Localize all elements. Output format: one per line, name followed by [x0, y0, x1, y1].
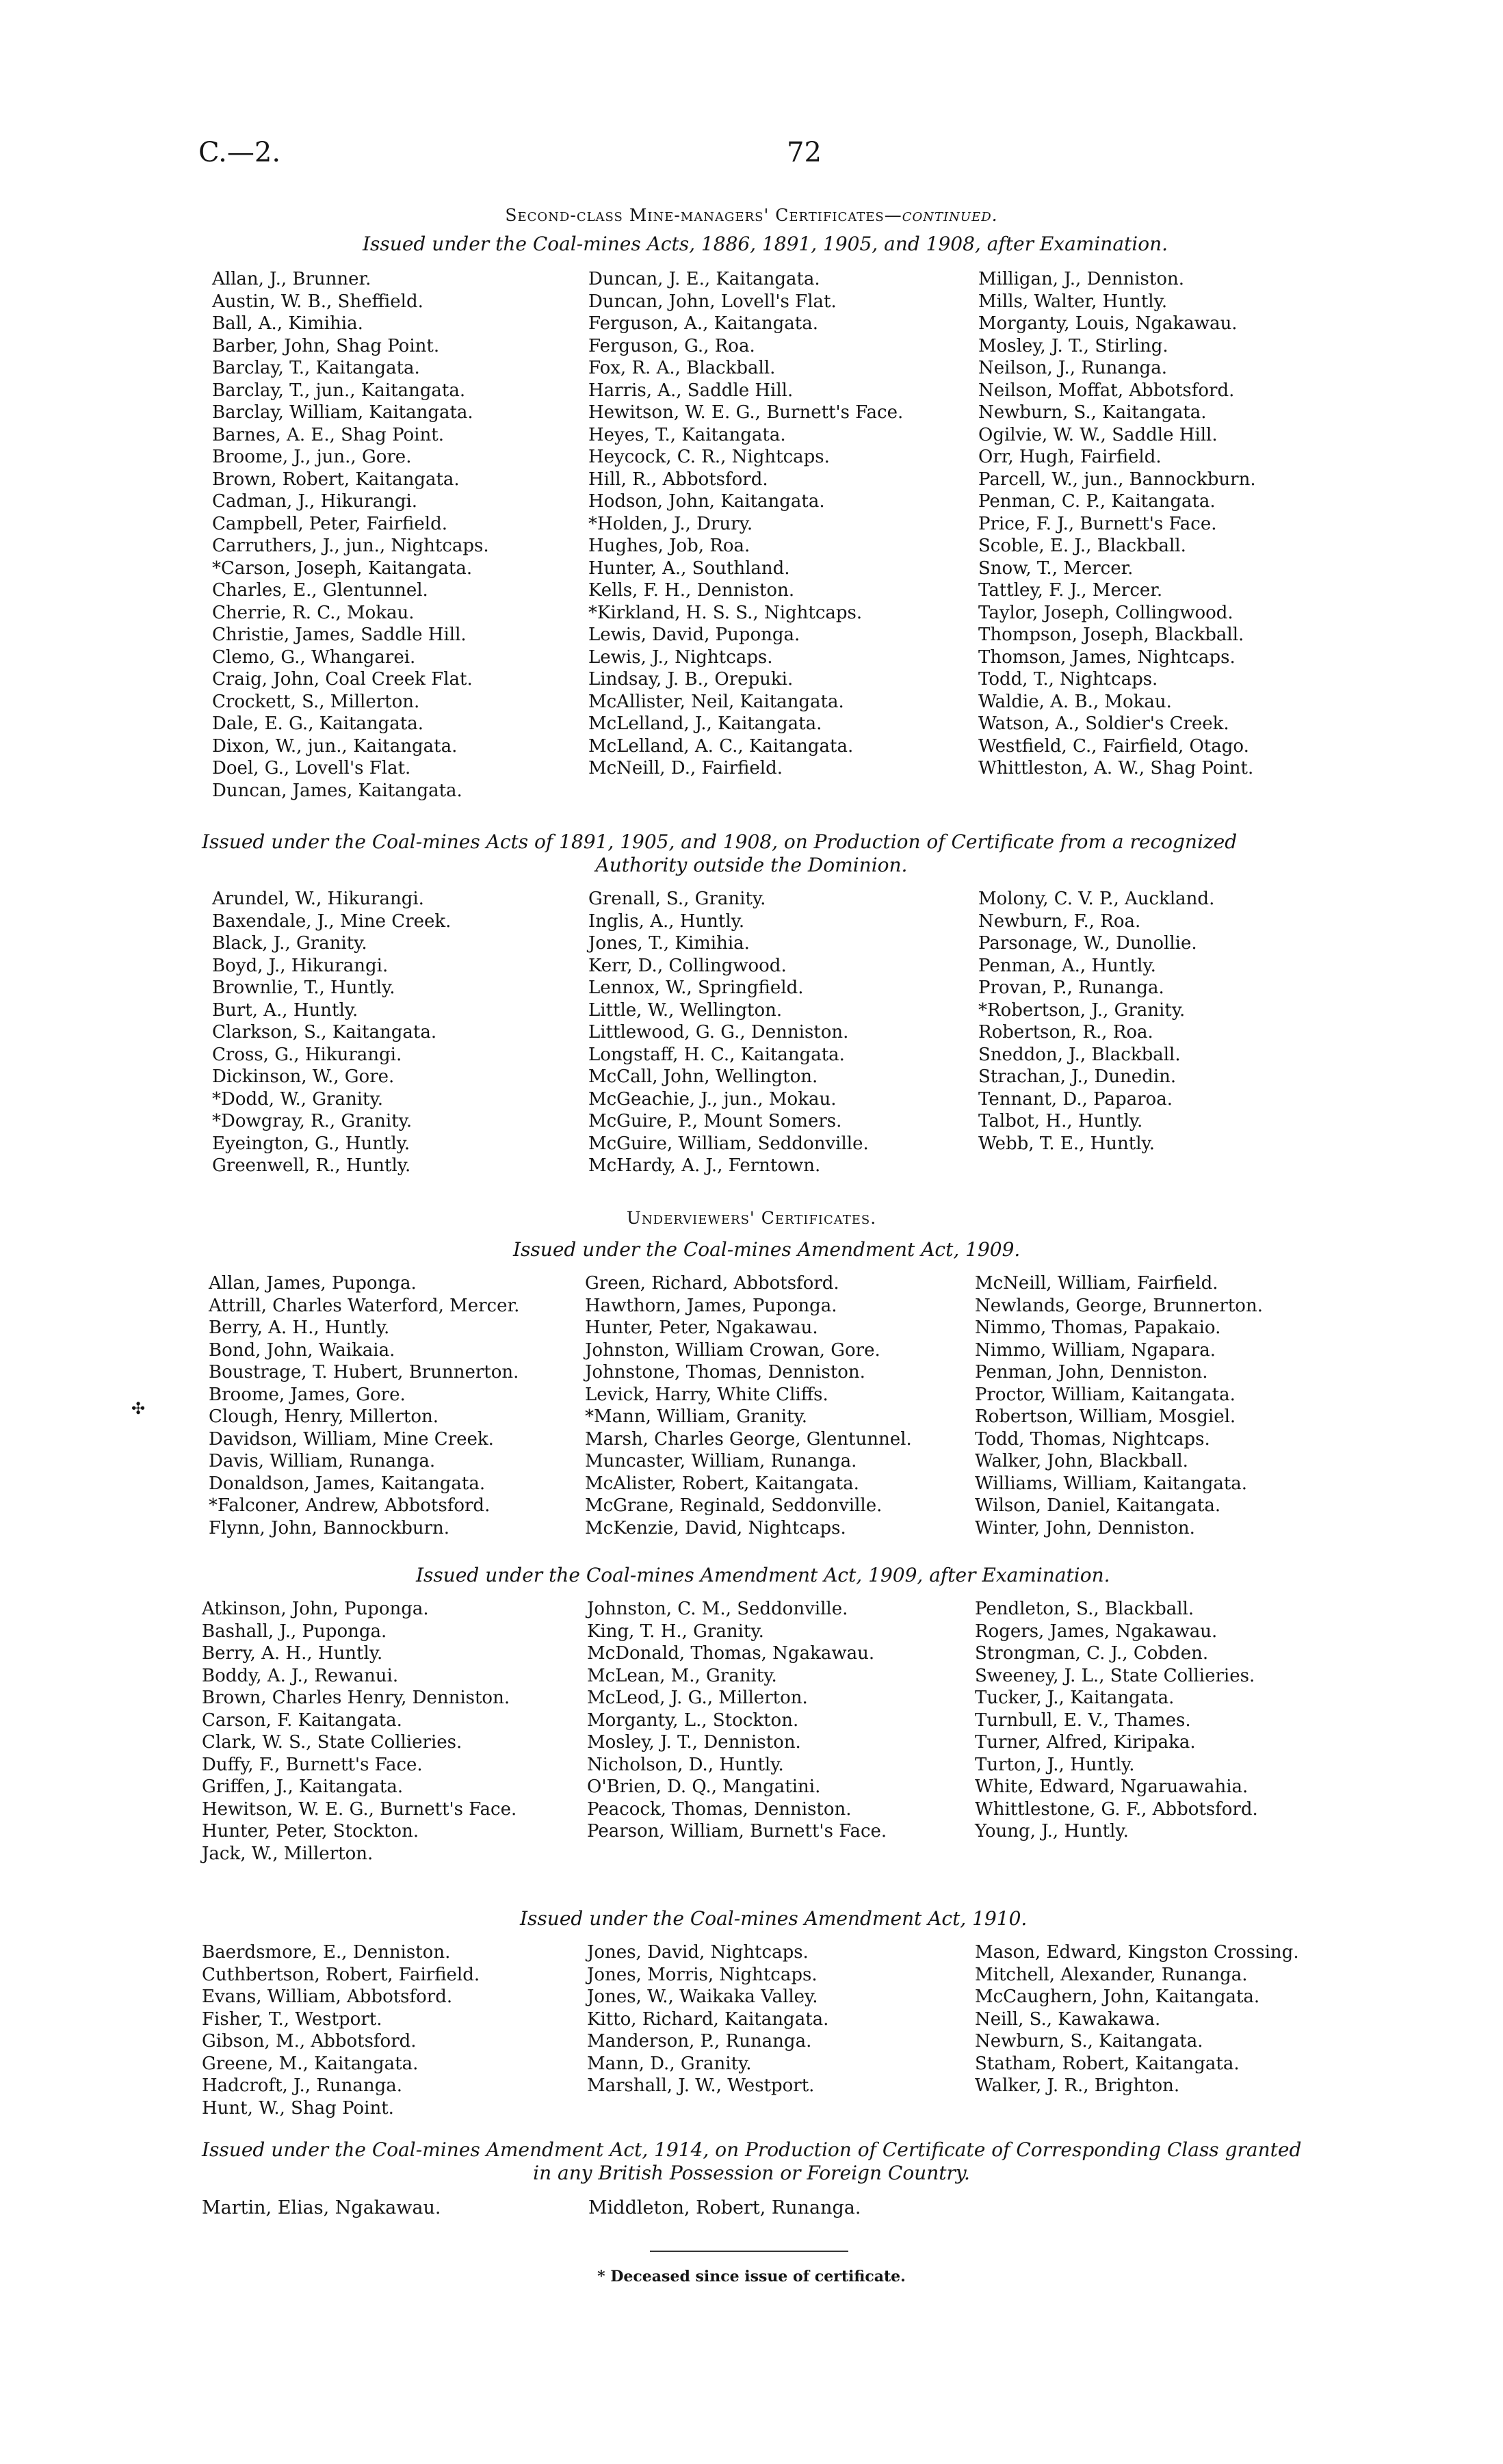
list-item: Barclay, William, Kaitangata. — [212, 402, 473, 423]
list-item: Barnes, A. E., Shag Point. — [212, 424, 444, 445]
list-item: Statham, Robert, Kaitangata. — [975, 2053, 1240, 2074]
list-item: Parcell, W., jun., Bannockburn. — [978, 469, 1256, 490]
list-item: McGuire, P., Mount Somers. — [588, 1111, 842, 1131]
list-item: Talbot, H., Huntly. — [978, 1111, 1143, 1131]
list-item: Bashall, J., Puponga. — [202, 1621, 387, 1642]
list-item: Neilson, J., Runanga. — [978, 358, 1167, 378]
list-column-1 — [212, 888, 451, 1177]
list-item: *Dodd, W., Granity. — [212, 1088, 383, 1110]
list-item: Green, Richard, Abbotsford. — [585, 1273, 839, 1294]
list-item: Boustrage, T. Hubert, Brunnerton. — [209, 1362, 519, 1382]
list-item: Donaldson, James, Kaitangata. — [209, 1473, 486, 1494]
list-item: Hunt, W., Shag Point. — [202, 2097, 394, 2119]
list-item: Strachan, J., Dunedin. — [978, 1066, 1177, 1087]
list-item: Provan, P., Runanga. — [978, 978, 1164, 998]
list-item: Hughes, Job, Roa. — [588, 536, 750, 556]
list-item: Dale, E. G., Kaitangata. — [212, 713, 424, 734]
list-item: Davidson, William, Mine Creek. — [209, 1428, 494, 1450]
list-item: Barclay, T., jun., Kaitangata. — [212, 380, 466, 401]
list-item: *Dowgray, R., Granity. — [212, 1111, 413, 1131]
list-column-2 — [587, 1941, 828, 2097]
list-item: Boyd, J., Hikurangi. — [212, 955, 389, 976]
list-item: *Holden, J., Drury. — [588, 513, 753, 534]
list-item: Davis, William, Runanga. — [209, 1451, 436, 1471]
list-item: McAllister, Neil, Kaitangata. — [588, 691, 844, 712]
list-item: *Kirkland, H. S. S., Nightcaps. — [588, 602, 863, 623]
list-item: Longstaff, H. C., Kaitangata. — [588, 1044, 845, 1065]
list-item: Berry, A. H., Huntly. — [209, 1318, 390, 1338]
list-item: Mason, Edward, Kingston Crossing. — [975, 1942, 1299, 1963]
list-item: Duffy, F., Burnett's Face. — [202, 1754, 423, 1775]
list-item: *Carson, Joseph, Kaitangata. — [212, 558, 473, 579]
list-item: Newlands, George, Brunnerton. — [975, 1295, 1263, 1316]
list-item: Price, F. J., Burnett's Face. — [978, 513, 1217, 534]
list-item: Johnston, C. M., Seddonville. — [587, 1599, 848, 1619]
section-subtitle-line2: in any British Possession or Foreign Country. — [533, 2162, 970, 2184]
list-item: Cuthbertson, Robert, Fairfield. — [202, 1964, 480, 1985]
section-title-mine-managers — [0, 205, 1503, 225]
section-subtitle: Issued under the Coal-mines Amendment Act, 1909. — [513, 1238, 1021, 1261]
list-item: Walker, John, Blackball. — [975, 1451, 1188, 1471]
list-item: McLean, M., Granity. — [587, 1665, 777, 1686]
list-item: Jones, Morris, Nightcaps. — [587, 1964, 818, 1985]
list-item: *Robertson, J., Granity. — [978, 999, 1186, 1021]
list-item: Whittleston, A. W., Shag Point. — [978, 758, 1254, 778]
list-item: Robertson, R., Roa. — [978, 1022, 1153, 1043]
list-item: Neill, S., Kawakawa. — [975, 2008, 1161, 2030]
list-item: Turner, Alfred, Kiripaka. — [975, 1732, 1196, 1753]
list-item: Nimmo, Thomas, Papakaio. — [975, 1318, 1221, 1338]
list-item: Lewis, David, Puponga. — [588, 625, 800, 645]
list-item: Duncan, John, Lovell's Flat. — [588, 291, 837, 312]
list-item: Grenall, S., Granity. — [588, 889, 766, 909]
list-item: Neilson, Moffat, Abbotsford. — [978, 380, 1235, 401]
list-item: Marsh, Charles George, Glentunnel. — [585, 1428, 912, 1450]
list-item: Mann, D., Granity. — [587, 2053, 752, 2074]
list-column-3 — [978, 888, 1214, 1155]
list-item: Penman, C. P., Kaitangata. — [978, 491, 1216, 512]
list-item: Kells, F. H., Denniston. — [588, 580, 795, 601]
list-item: Waldie, A. B., Mokau. — [978, 691, 1172, 712]
list-item: Fisher, T., Westport. — [202, 2008, 382, 2030]
list-item: Nimmo, William, Ngapara. — [975, 1339, 1216, 1361]
list-item: Thomson, James, Nightcaps. — [978, 646, 1236, 668]
divider — [650, 2251, 848, 2252]
section-subtitle: Issued under the Coal-mines Amendment Act, 1909, after Examination. — [416, 1564, 1110, 1586]
list-item: Milligan, J., Denniston. — [978, 269, 1184, 289]
list-item: Doel, G., Lovell's Flat. — [212, 758, 411, 778]
list-column-1 — [202, 1941, 480, 2119]
list-item: Griffen, J., Kaitangata. — [202, 1777, 404, 1797]
list-item: Wilson, Daniel, Kaitangata. — [975, 1495, 1221, 1516]
list-item: Boddy, A. J., Rewanui. — [202, 1665, 399, 1686]
section-title-text: Second-class Mine-managers' Certificates— — [505, 205, 902, 225]
list-item: Newburn, F., Roa. — [978, 910, 1141, 932]
list-item: Middleton, Robert, Runanga. — [588, 2197, 861, 2218]
list-item: Heycock, C. R., Nightcaps. — [588, 447, 830, 467]
list-item: Hunter, Peter, Stockton. — [202, 1821, 419, 1842]
list-item: Cherrie, R. C., Mokau. — [212, 602, 415, 623]
list-item: Charles, E., Glentunnel. — [212, 580, 428, 601]
list-item: *Falconer, Andrew, Abbotsford. — [209, 1495, 491, 1516]
list-item: Attrill, Charles Waterford, Mercer. — [209, 1295, 520, 1316]
list-item: Hill, R., Abbotsford. — [588, 469, 768, 490]
list-item: McKenzie, David, Nightcaps. — [585, 1517, 846, 1538]
list-item: McNeill, D., Fairfield. — [588, 758, 783, 778]
list-item: Hodson, John, Kaitangata. — [588, 491, 825, 512]
list-item: Winter, John, Denniston. — [975, 1517, 1195, 1538]
list-column-1 — [202, 1598, 517, 1865]
list-item: Brown, Robert, Kaitangata. — [212, 469, 460, 490]
list-item: Duncan, James, Kaitangata. — [212, 780, 462, 801]
list-column-1 — [209, 1272, 519, 1539]
list-item: Todd, T., Nightcaps. — [978, 669, 1158, 690]
list-item: Scoble, E. J., Blackball. — [978, 536, 1186, 556]
list-item: Muncaster, William, Runanga. — [585, 1451, 857, 1471]
list-item: Westfield, C., Fairfield, Otago. — [978, 735, 1249, 757]
list-item: Proctor, William, Kaitangata. — [975, 1384, 1236, 1405]
list-item: McHardy, A. J., Ferntown. — [588, 1155, 821, 1176]
list-item: Atkinson, John, Puponga. — [202, 1599, 429, 1619]
list-item: Ferguson, A., Kaitangata. — [588, 313, 818, 334]
list-item: Brownlie, T., Huntly. — [212, 978, 395, 998]
list-item: Turton, J., Huntly. — [975, 1754, 1135, 1775]
list-item: Parsonage, W., Dunollie. — [978, 933, 1197, 954]
list-item: Sneddon, J., Blackball. — [978, 1044, 1181, 1065]
list-item: Lindsay, J. B., Orepuki. — [588, 669, 794, 690]
list-item: Littlewood, G. G., Denniston. — [588, 1022, 849, 1043]
list-item: Walker, J. R., Brighton. — [975, 2075, 1180, 2096]
section-subtitle: Issued under the Coal-mines Amendment Act, 1910. — [520, 1907, 1028, 1930]
list-item: McGeachie, J., jun., Mokau. — [588, 1088, 837, 1110]
list-item: Orr, Hugh, Fairfield. — [978, 447, 1162, 467]
list-item: Gibson, M., Abbotsford. — [202, 2031, 417, 2052]
list-item: Crockett, S., Millerton. — [212, 691, 420, 712]
list-item: Craig, John, Coal Creek Flat. — [212, 669, 473, 690]
list-item: Penman, A., Huntly. — [978, 955, 1156, 976]
list-item: Newburn, S., Kaitangata. — [975, 2031, 1203, 2052]
list-item: Broome, J., jun., Gore. — [212, 447, 412, 467]
list-item: Burt, A., Huntly. — [212, 999, 358, 1021]
list-item: Strongman, C. J., Cobden. — [975, 1643, 1209, 1664]
list-item: Evans, William, Abbotsford. — [202, 1987, 453, 2007]
list-item: Rogers, James, Ngakawau. — [975, 1621, 1218, 1642]
list-item: Pearson, William, Burnett's Face. — [587, 1821, 887, 1842]
list-item: Hewitson, W. E. G., Burnett's Face. — [202, 1798, 517, 1820]
section-subtitle: Issued under the Coal-mines Acts, 1886, 1891, 1905, and 1908, after Examination. — [363, 233, 1168, 255]
list-item: Clarkson, S., Kaitangata. — [212, 1022, 437, 1043]
list-item: Thompson, Joseph, Blackball. — [978, 625, 1244, 645]
list-item: McAlister, Robert, Kaitangata. — [585, 1473, 859, 1494]
list-item: McLeod, J. G., Millerton. — [587, 1688, 808, 1708]
list-item: Jones, W., Waikaka Valley. — [587, 1987, 818, 2007]
list-item: Jack, W., Millerton. — [202, 1843, 374, 1864]
section-subtitle: Issued under the Coal-mines Acts of 1891, 1905, and 1908, on Production of Certificate from a recognized — [202, 830, 1238, 853]
list-item: Tennant, D., Paparoa. — [978, 1088, 1173, 1110]
list-item: Taylor, Joseph, Collingwood. — [978, 602, 1233, 623]
list-item: McGrane, Reginald, Seddonville. — [585, 1495, 883, 1516]
list-item: Hewitson, W. E. G., Burnett's Face. — [588, 402, 904, 423]
list-item: Tattley, F. J., Mercer. — [978, 580, 1163, 601]
list-item: Austin, W. B., Sheffield. — [212, 291, 423, 312]
list-item: Newburn, S., Kaitangata. — [978, 402, 1207, 423]
list-item: Arundel, W., Hikurangi. — [212, 889, 424, 909]
list-item: Jones, David, Nightcaps. — [587, 1942, 809, 1963]
list-item: Watson, A., Soldier's Creek. — [978, 713, 1229, 734]
list-item: Mosley, J. T., Stirling. — [978, 335, 1168, 356]
list-item: Cross, G., Hikurangi. — [212, 1044, 402, 1065]
list-item: Levick, Harry, White Cliffs. — [585, 1384, 828, 1405]
list-item: Harris, A., Saddle Hill. — [588, 380, 794, 401]
list-item: Dixon, W., jun., Kaitangata. — [212, 735, 458, 757]
list-item: Lennox, W., Springfield. — [588, 978, 804, 998]
list-item: Johnston, William Crowan, Gore. — [585, 1339, 880, 1361]
list-item: Hawthorn, James, Puponga. — [585, 1295, 837, 1316]
list-item: Duncan, J. E., Kaitangata. — [588, 269, 820, 289]
list-item: Carson, F. Kaitangata. — [202, 1709, 402, 1731]
list-item: Hunter, A., Southland. — [588, 558, 790, 579]
list-column-1 — [212, 268, 489, 802]
list-column-3 — [975, 1598, 1258, 1843]
list-column-2 — [587, 1598, 887, 1843]
list-item: Jones, T., Kimihia. — [588, 933, 750, 954]
section-subtitle: Issued under the Coal-mines Amendment Act, 1914, on Production of Certificate of Corresponding Class granted — [202, 2138, 1302, 2161]
list-item: Marshall, J. W., Westport. — [587, 2075, 815, 2096]
list-item: Ball, A., Kimihia. — [212, 313, 363, 334]
list-item: Morganty, L., Stockton. — [587, 1709, 799, 1731]
list-column-3 — [975, 1272, 1263, 1539]
list-column-2 — [585, 1272, 912, 1539]
list-item: Broome, James, Gore. — [209, 1384, 406, 1405]
list-item: Cadman, J., Hikurangi. — [212, 491, 418, 512]
list-item: Whittlestone, G. F., Abbotsford. — [975, 1798, 1258, 1820]
footnote: * Deceased since issue of certificate. — [597, 2268, 906, 2285]
list-item: Baerdsmore, E., Denniston. — [202, 1942, 451, 1963]
list-item: Allan, James, Puponga. — [209, 1273, 417, 1294]
list-item: McCall, John, Wellington. — [588, 1066, 818, 1087]
list-item: Robertson, William, Mosgiel. — [975, 1406, 1236, 1427]
list-item: Snow, T., Mercer. — [978, 558, 1134, 579]
list-item: Webb, T. E., Huntly. — [978, 1133, 1155, 1154]
list-item: Lewis, J., Nightcaps. — [588, 646, 773, 668]
list-item: Todd, Thomas, Nightcaps. — [975, 1428, 1210, 1450]
list-column-3 — [975, 1941, 1299, 2097]
list-item: McNeill, William, Fairfield. — [975, 1273, 1218, 1294]
list-item: Williams, William, Kaitangata. — [975, 1473, 1248, 1494]
list-item: Christie, James, Saddle Hill. — [212, 625, 467, 645]
list-item: McLelland, A. C., Kaitangata. — [588, 735, 854, 757]
list-item: Flynn, John, Bannockburn. — [209, 1517, 450, 1538]
list-item: Berry, A. H., Huntly. — [202, 1643, 383, 1664]
list-item: Clark, W. S., State Collieries. — [202, 1732, 462, 1753]
list-item: Kerr, D., Collingwood. — [588, 955, 787, 976]
list-item: Little, W., Wellington. — [588, 999, 783, 1021]
section-subtitle-line2: Authority outside the Dominion. — [595, 854, 908, 876]
list-item: Ferguson, G., Roa. — [588, 335, 755, 356]
section-title-continued: continued. — [902, 205, 998, 225]
list-column-3 — [978, 268, 1256, 780]
list-item: Dickinson, W., Gore. — [212, 1066, 395, 1087]
list-item: Mills, Walter, Huntly. — [978, 291, 1168, 312]
list-item: Sweeney, J. L., State Collieries. — [975, 1665, 1255, 1686]
list-item: Hadcroft, J., Runanga. — [202, 2075, 402, 2096]
list-item: Peacock, Thomas, Denniston. — [587, 1798, 852, 1820]
list-item: Greene, M., Kaitangata. — [202, 2053, 419, 2074]
list-item: Fox, R. A., Blackball. — [588, 358, 776, 378]
list-item: Turnbull, E. V., Thames. — [975, 1709, 1191, 1731]
list-item: O'Brien, D. Q., Mangatini. — [587, 1777, 821, 1797]
list-item: McLelland, J., Kaitangata. — [588, 713, 822, 734]
list-item: Barclay, T., Kaitangata. — [212, 358, 420, 378]
list-item: Clemo, G., Whangarei. — [212, 646, 416, 668]
list-item: Black, J., Granity. — [212, 933, 367, 954]
list-item: Tucker, J., Kaitangata. — [975, 1688, 1175, 1708]
section-title-underviewers: Underviewers' Certificates. — [626, 1208, 877, 1228]
list-item: McDonald, Thomas, Ngakawau. — [587, 1643, 875, 1664]
list-item: Inglis, A., Huntly. — [588, 910, 745, 932]
list-item: Greenwell, R., Huntly. — [212, 1155, 411, 1176]
list-item: Campbell, Peter, Fairfield. — [212, 513, 448, 534]
list-item: Heyes, T., Kaitangata. — [588, 424, 786, 445]
list-item: Mosley, J. T., Denniston. — [587, 1732, 801, 1753]
list-item: Kitto, Richard, Kaitangata. — [587, 2008, 829, 2030]
list-item: Allan, J., Brunner. — [212, 269, 371, 289]
list-item: King, T. H., Granity. — [587, 1621, 764, 1642]
list-item: Clough, Henry, Millerton. — [209, 1406, 439, 1427]
list-column-2 — [588, 268, 903, 780]
list-item: Bond, John, Waikaia. — [209, 1339, 395, 1361]
list-item: Brown, Charles Henry, Denniston. — [202, 1688, 510, 1708]
report-code: C.—2. — [198, 137, 281, 168]
list-item: McGuire, William, Seddonville. — [588, 1133, 869, 1154]
list-item: White, Edward, Ngaruawahia. — [975, 1777, 1249, 1797]
list-item: Mitchell, Alexander, Runanga. — [975, 1964, 1248, 1985]
page-number: 72 — [787, 137, 822, 168]
list-item: Eyeington, G., Huntly. — [212, 1133, 410, 1154]
list-item: Carruthers, J., jun., Nightcaps. — [212, 536, 489, 556]
list-item: *Mann, William, Granity. — [585, 1406, 808, 1427]
list-item: Penman, John, Denniston. — [975, 1362, 1208, 1382]
list-item: Martin, Elias, Ngakawau. — [202, 2197, 441, 2218]
list-column-2 — [588, 888, 869, 1177]
list-item: Molony, C. V. P., Auckland. — [978, 889, 1215, 909]
list-item: Pendleton, S., Blackball. — [975, 1599, 1194, 1619]
list-item: McCaughern, John, Kaitangata. — [975, 1987, 1260, 2007]
list-item: Young, J., Huntly. — [975, 1821, 1129, 1842]
list-item: Barber, John, Shag Point. — [212, 335, 440, 356]
list-item: Ogilvie, W. W., Saddle Hill. — [978, 424, 1218, 445]
list-item: Nicholson, D., Huntly. — [587, 1754, 784, 1775]
list-item: Johnstone, Thomas, Denniston. — [585, 1362, 865, 1382]
list-item: Baxendale, J., Mine Creek. — [212, 910, 452, 932]
list-item: Manderson, P., Runanga. — [587, 2031, 812, 2052]
list-item: Hunter, Peter, Ngakawau. — [585, 1318, 818, 1338]
margin-mark: ✣ — [131, 1399, 146, 1418]
list-item: Morganty, Louis, Ngakawau. — [978, 313, 1238, 334]
